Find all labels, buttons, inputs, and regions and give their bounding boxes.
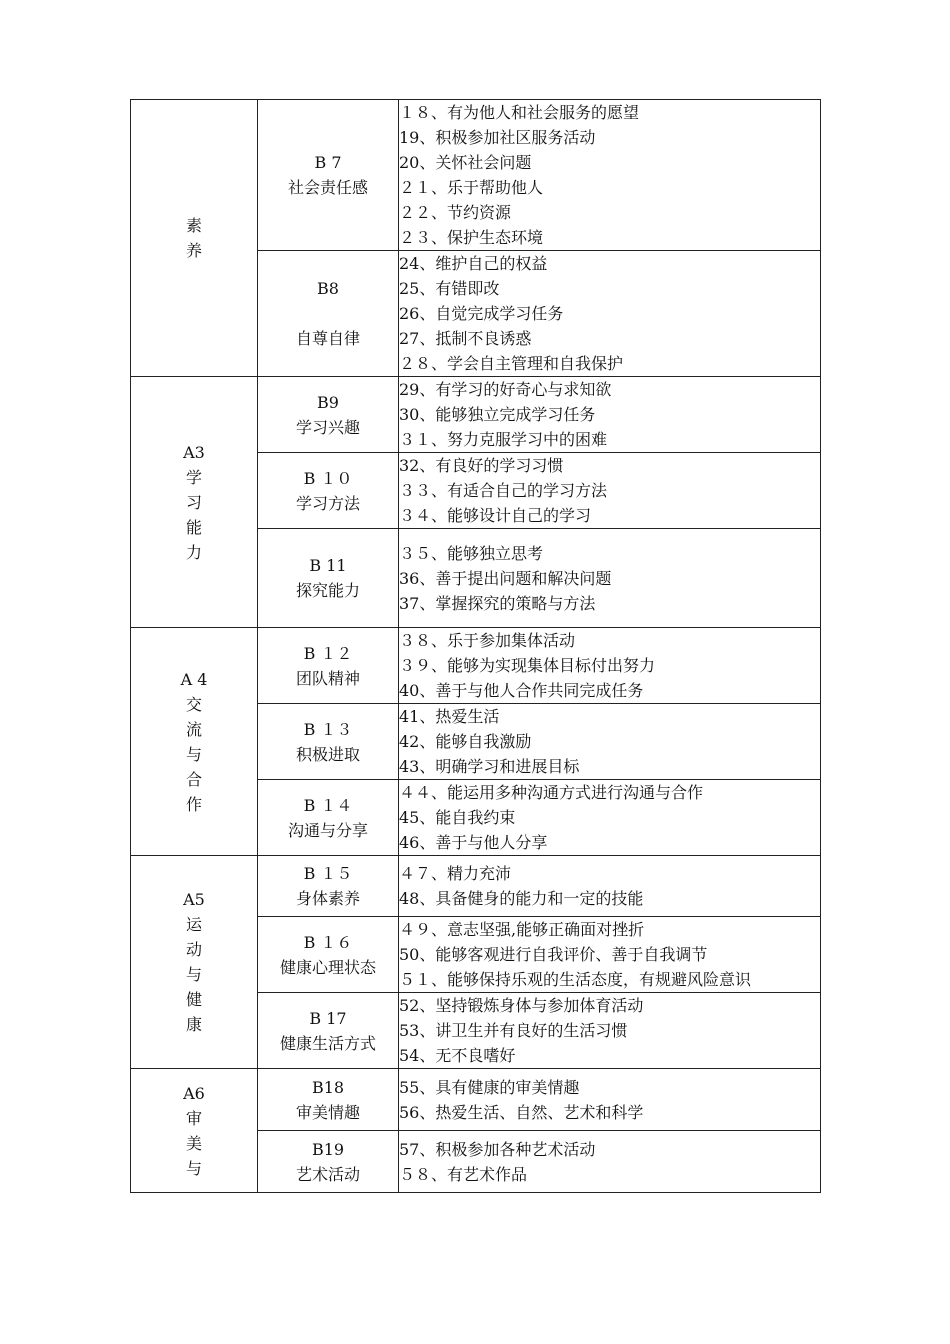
list-item: 54、无不良嗜好 bbox=[399, 1046, 516, 1065]
list-item: ４７、精力充沛 bbox=[399, 864, 512, 883]
table-row bbox=[131, 628, 821, 704]
list-item: 42、能够自我激励 bbox=[399, 732, 532, 751]
list-item: 19、积极参加社区服务活动 bbox=[399, 128, 596, 147]
b-indicator-cell: B １６ 健康心理状态 bbox=[258, 917, 399, 993]
list-item: 20、关怀社会问题 bbox=[399, 153, 532, 172]
list-item: ４９、意志坚强,能够正确面对挫折 bbox=[399, 920, 645, 939]
b-indicator-cell: B19 艺术活动 bbox=[258, 1131, 399, 1193]
list-item: 52、坚持锻炼身体与参加体育活动 bbox=[399, 996, 644, 1015]
list-item: 45、能自我约束 bbox=[399, 808, 516, 827]
list-item: 50、能够客观进行自我评价、善于自我调节 bbox=[399, 945, 708, 964]
list-item: ２１、乐于帮助他人 bbox=[399, 178, 544, 197]
list-item: 48、具备健身的能力和一定的技能 bbox=[399, 889, 644, 908]
list-item: ４４、能运用多种沟通方式进行沟通与合作 bbox=[399, 783, 704, 802]
b-indicator-cell: B18 审美情趣 bbox=[258, 1069, 399, 1131]
b-indicator-cell: B １０ 学习方法 bbox=[258, 453, 399, 529]
list-item: 29、有学习的好奇心与求知欲 bbox=[399, 380, 612, 399]
list-item: 24、维护自己的权益 bbox=[399, 254, 548, 273]
list-item: ３５、能够独立思考 bbox=[399, 543, 544, 563]
list-item: 30、能够独立完成学习任务 bbox=[399, 405, 596, 424]
evaluation-table bbox=[130, 99, 821, 1193]
a-category-cell: A5 运 动 与 健 康 bbox=[131, 856, 258, 1069]
items-cell bbox=[399, 1069, 821, 1131]
items-cell bbox=[399, 856, 821, 917]
list-item: ３３、有适合自己的学习方法 bbox=[399, 481, 608, 500]
items-cell bbox=[399, 251, 821, 377]
list-item: 25、有错即改 bbox=[399, 279, 500, 298]
items-cell bbox=[399, 917, 821, 993]
list-item: 37、掌握探究的策略与方法 bbox=[399, 593, 596, 613]
items-cell bbox=[399, 1131, 821, 1193]
list-item: 56、热爱生活、自然、艺术和科学 bbox=[399, 1102, 644, 1122]
list-item: ２２、节约资源 bbox=[399, 203, 512, 222]
b-indicator-cell: B １２ 团队精神 bbox=[258, 628, 399, 704]
a-category-cell: A3 学 习 能 力 bbox=[131, 377, 258, 628]
b-indicator-cell: B9 学习兴趣 bbox=[258, 377, 399, 453]
table-row bbox=[131, 377, 821, 453]
b-indicator-cell: B 17 健康生活方式 bbox=[258, 993, 399, 1069]
b-indicator-cell: B 11 探究能力 bbox=[258, 529, 399, 628]
items-cell bbox=[399, 780, 821, 856]
list-item: 41、热爱生活 bbox=[399, 707, 500, 726]
b-indicator-cell: B １４ 沟通与分享 bbox=[258, 780, 399, 856]
list-item: 53、讲卫生并有良好的生活习惯 bbox=[399, 1021, 628, 1040]
b-indicator-cell: B 7 社会责任感 bbox=[258, 100, 399, 251]
items-cell bbox=[399, 628, 821, 704]
items-cell bbox=[399, 993, 821, 1069]
list-item: 32、有良好的学习习惯 bbox=[399, 456, 564, 475]
table-row bbox=[131, 100, 821, 251]
list-item: 55、具有健康的审美情趣 bbox=[399, 1077, 580, 1097]
list-item: ２８、学会自主管理和自我保护 bbox=[399, 354, 624, 373]
list-item: 57、积极参加各种艺术活动 bbox=[399, 1139, 596, 1159]
list-item: ２３、保护生态环境 bbox=[399, 228, 544, 247]
list-item: 40、善于与他人合作共同完成任务 bbox=[399, 681, 644, 700]
b-indicator-cell: B １５ 身体素养 bbox=[258, 856, 399, 917]
items-cell bbox=[399, 377, 821, 453]
list-item: ３９、能够为实现集体目标付出努力 bbox=[399, 656, 656, 675]
table-row bbox=[131, 1069, 821, 1131]
list-item: 27、抵制不良诱惑 bbox=[399, 329, 532, 348]
table-row bbox=[131, 856, 821, 917]
b-indicator-cell: B １３ 积极进取 bbox=[258, 704, 399, 780]
list-item: ５８、有艺术作品 bbox=[399, 1164, 528, 1184]
list-item: 46、善于与他人分享 bbox=[399, 833, 548, 852]
list-item: ５１、能够保持乐观的生活态度，有规避风险意识 bbox=[399, 970, 752, 989]
items-cell bbox=[399, 529, 821, 628]
b-indicator-cell: B8 自尊自律 bbox=[258, 251, 399, 377]
items-cell bbox=[399, 100, 821, 251]
list-item: 36、善于提出问题和解决问题 bbox=[399, 568, 612, 588]
a-category-cell: 素 养 bbox=[131, 100, 258, 377]
list-item: 43、明确学习和进展目标 bbox=[399, 757, 580, 776]
list-item: １８、有为他人和社会服务的愿望 bbox=[399, 103, 640, 122]
items-cell bbox=[399, 704, 821, 780]
list-item: ３８、乐于参加集体活动 bbox=[399, 631, 576, 650]
items-cell bbox=[399, 453, 821, 529]
list-item: 26、自觉完成学习任务 bbox=[399, 304, 564, 323]
list-item: ３１、努力克服学习中的困难 bbox=[399, 430, 608, 449]
list-item: ３４、能够设计自己的学习 bbox=[399, 506, 592, 525]
a-category-cell: A6 审 美 与 bbox=[131, 1069, 258, 1193]
a-category-cell: A 4 交 流 与 合 作 bbox=[131, 628, 258, 856]
